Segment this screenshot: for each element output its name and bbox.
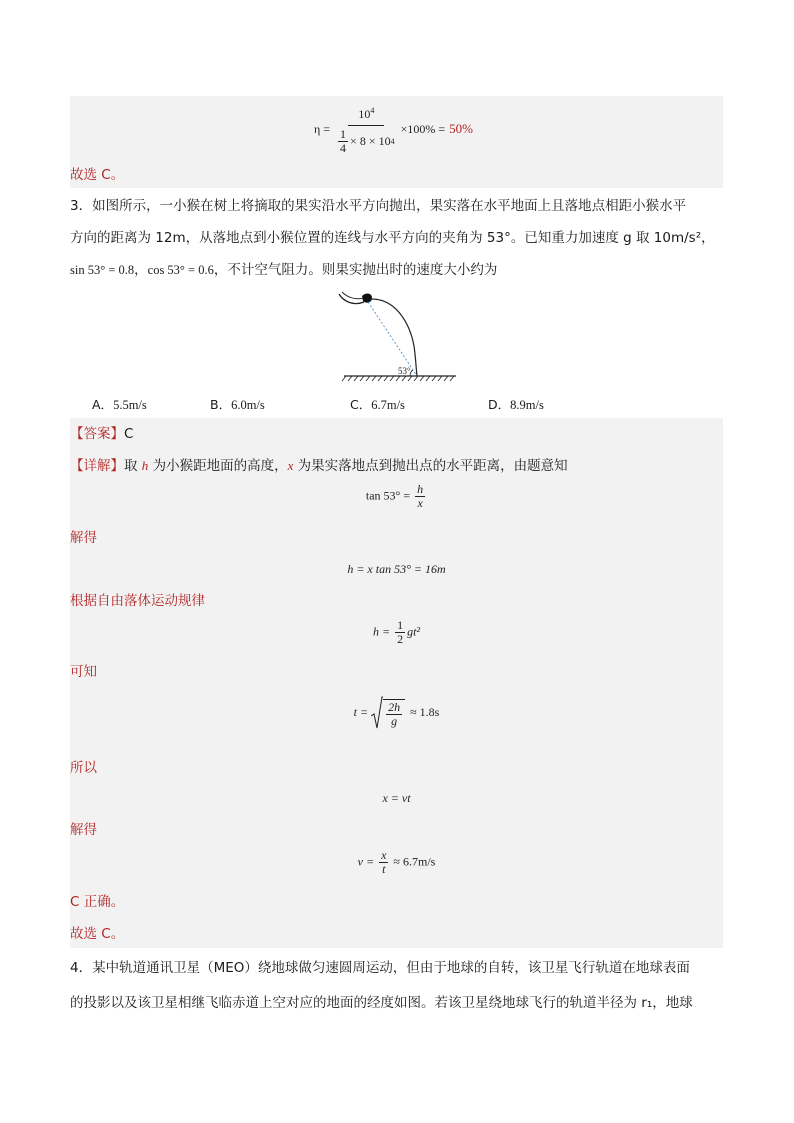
ground-hatching [342,376,454,381]
angle-label: 53° [398,366,411,376]
know-label: 可知 [70,664,97,680]
detail-tag: 【详解】 [70,458,124,474]
eq-free-fall: h = $\frac{1}{2}$ gt² [372,618,421,646]
solve-label-2: 解得 [70,822,97,838]
answer-line [70,424,133,444]
efficiency-equation [314,101,473,157]
cos-value: cos 53° = 0.6 [147,263,214,277]
quarter-fraction [338,128,348,155]
q4-line1: 4．某中轨道通讯卫星（MEO）绕地球做匀速圆周运动，但由于地球的自转，该卫星飞行轨道在地球表面 [70,960,690,976]
efficiency-denominator-rest: × 8 × 10 [350,133,391,148]
times-100: ×100% = [400,121,446,136]
q3-line1: 3．如图所示，一小猴在树上将摘取的果实沿水平方向抛出，果实落在水平地面上且落地点相距小猴水平 [70,198,687,214]
eta-lhs: η = [314,121,331,136]
efficiency-numerator-exp: 4 [370,105,375,115]
eq-tan: tan 53° = $\frac{h}{x}$ [365,482,424,510]
efficiency-denominator-exp: 4 [390,136,395,146]
monkey-icon [362,294,372,303]
law-label: 根据自由落体运动规律 [70,593,205,609]
quarter-num: 1 [340,126,347,141]
q3-line3: sin 53° = 0.8，cos 53° = 0.6，不计空气阻力。则果实抛出时的速度大小约为 [70,262,498,278]
correct-line: C 正确。 [70,894,125,910]
option-b[interactable]: B．6.0m/s [210,397,265,412]
eq-time: t = $\frac{2h}{g}$ ≈ 1.8s [70,696,723,730]
answer-tag: 【答案】 [70,426,124,442]
line-of-sight [368,302,417,376]
efficiency-fraction [336,104,397,155]
eq-distance: x = vt [382,791,411,805]
sin-value: sin 53° = 0.8 [70,263,135,277]
sqrt-sign [371,696,383,730]
option-a[interactable]: A．5.5m/s [92,397,147,412]
top-conclusion: 故选 C。 [70,167,125,183]
detail-line: 【详解】取 h 为小猴距地面的高度，x 为果实落地点到抛出点的水平距离，由题意知 [70,458,568,474]
monkey-projectile-figure [336,286,462,382]
eq-height: h = x tan 53° = 16m [347,562,446,576]
option-c[interactable]: C．6.7m/s [350,397,405,412]
trajectory-curve [370,299,417,376]
quarter-den: 4 [340,140,347,155]
var-x: x [287,458,294,473]
answer-value: C [124,426,134,442]
efficiency-result: 50% [449,121,473,136]
so-label: 所以 [70,760,97,776]
q3-line3-rest: ，不计空气阻力。则果实抛出时的速度大小约为 [213,262,498,278]
var-h: h [141,458,149,473]
detail-conclusion: 故选 C。 [70,926,125,942]
q3-line2: 方向的距离为 12m，从落地点到小猴位置的连线与水平方向的夹角为 53°。已知重力加速度 g 取 10m/s²， [70,230,715,246]
efficiency-numerator: 10 [358,106,371,121]
solve-label-1: 解得 [70,530,97,546]
eq-velocity: v = $\frac{x}{t}$ ≈ 6.7m/s [357,848,436,876]
branch-curve-inner [342,292,364,299]
q4-line2: 的投影以及该卫星相继飞临赤道上空对应的地面的经度如图。若该卫星绕地球飞行的轨道半径为 r₁，地球 [70,995,693,1011]
option-d[interactable]: D．8.9m/s [488,397,544,412]
